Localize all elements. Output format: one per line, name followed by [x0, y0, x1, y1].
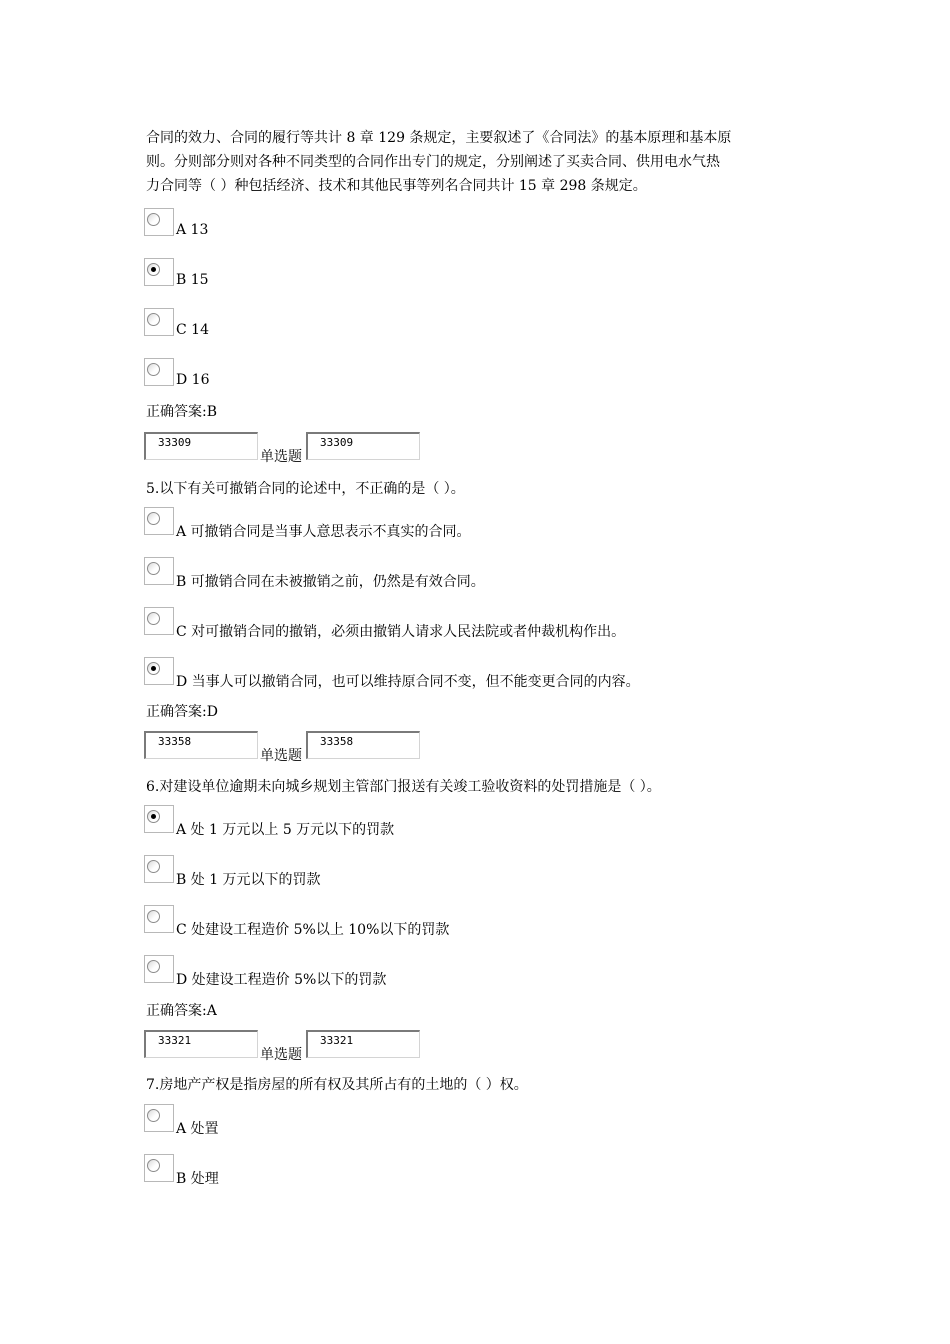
radio-frame [144, 657, 174, 685]
q6-question-text: 6.对建设单位逾期未向城乡规划主管部门报送有关竣工验收资料的处罚措施是（ ）。 [146, 779, 661, 795]
option-label: B 15 [176, 272, 209, 288]
question-4-text [146, 126, 811, 198]
option-label: A 13 [176, 222, 209, 238]
radio-frame [144, 955, 174, 983]
option-label: B 处 1 万元以下的罚款 [176, 872, 321, 888]
question-type-label: 单选题 [260, 748, 302, 764]
q5-correct-answer: 正确答案:D [146, 704, 218, 720]
option-label: B 处理 [176, 1171, 219, 1187]
radio-frame [144, 905, 174, 933]
radio-button-checked[interactable] [147, 662, 160, 675]
q5-question-text: 5.以下有关可撤销合同的论述中，不正确的是（ ）。 [146, 481, 465, 497]
radio-button[interactable] [147, 363, 160, 376]
question-4-line-2: 则。分则部分则对各种不同类型的合同作出专门的规定，分别阐述了买卖合同、供用电水气热 [146, 154, 720, 170]
radio-button-checked[interactable] [147, 263, 160, 276]
question-id-field[interactable]: 33358 [144, 731, 258, 759]
question-id-field-2[interactable]: 33321 [306, 1030, 420, 1058]
radio-frame [144, 855, 174, 883]
radio-button[interactable] [147, 612, 160, 625]
radio-button[interactable] [147, 562, 160, 575]
option-label: B 可撤销合同在未被撤销之前，仍然是有效合同。 [176, 574, 485, 590]
radio-frame [144, 507, 174, 535]
question-id-field[interactable]: 33321 [144, 1030, 258, 1058]
option-label: A 处置 [176, 1121, 219, 1137]
radio-button[interactable] [147, 1159, 160, 1172]
radio-button[interactable] [147, 860, 160, 873]
radio-frame [144, 208, 174, 236]
radio-button[interactable] [147, 1109, 160, 1122]
question-id-field[interactable]: 33309 [144, 432, 258, 460]
question-type-label: 单选题 [260, 1047, 302, 1063]
q6-correct-answer: 正确答案:A [146, 1003, 217, 1019]
radio-frame [144, 358, 174, 386]
radio-button[interactable] [147, 313, 160, 326]
radio-frame [144, 1104, 174, 1132]
q7-question-text: 7.房地产产权是指房屋的所有权及其所占有的土地的（ ）权。 [146, 1077, 528, 1093]
radio-button-checked[interactable] [147, 810, 160, 823]
option-label: D 处建设工程造价 5%以下的罚款 [176, 972, 387, 988]
q4-correct-answer: 正确答案:B [146, 404, 218, 420]
radio-frame [144, 258, 174, 286]
option-label: D 16 [176, 372, 210, 388]
option-label: C 处建设工程造价 5%以上 10%以下的罚款 [176, 922, 450, 938]
radio-frame [144, 557, 174, 585]
radio-frame [144, 1154, 174, 1182]
radio-frame [144, 805, 174, 833]
option-label: A 处 1 万元以上 5 万元以下的罚款 [176, 822, 395, 838]
option-label: D 当事人可以撤销合同，也可以维持原合同不变，但不能变更合同的内容。 [176, 674, 640, 690]
question-id-field-2[interactable]: 33358 [306, 731, 420, 759]
radio-button[interactable] [147, 910, 160, 923]
question-id-field-2[interactable]: 33309 [306, 432, 420, 460]
question-type-label: 单选题 [260, 449, 302, 465]
question-4-line-3: 力合同等（ ）种包括经济、技术和其他民事等列名合同共计 15 章 298 条规定。 [146, 178, 647, 194]
option-label: C 对可撤销合同的撤销，必须由撤销人请求人民法院或者仲裁机构作出。 [176, 624, 626, 640]
radio-frame [144, 308, 174, 336]
option-label: A 可撤销合同是当事人意思表示不真实的合同。 [176, 524, 471, 540]
question-4-line-1: 合同的效力、合同的履行等共计 8 章 129 条规定，主要叙述了《合同法》的基本原理和基本原 [146, 130, 732, 146]
radio-button[interactable] [147, 512, 160, 525]
radio-frame [144, 607, 174, 635]
radio-button[interactable] [147, 960, 160, 973]
radio-button[interactable] [147, 213, 160, 226]
option-label: C 14 [176, 322, 209, 338]
